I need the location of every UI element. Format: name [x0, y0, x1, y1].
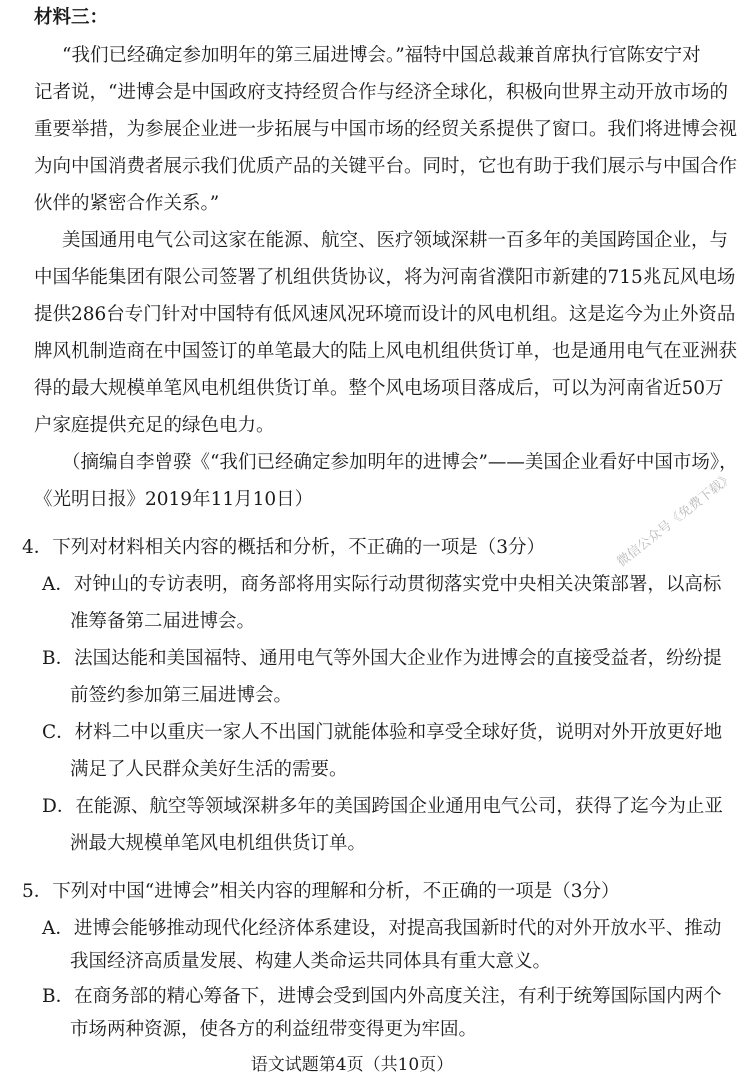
source-citation: 《光明日报》2019年11月10日） — [34, 489, 314, 510]
q5-option-b-cont: 市场两种资源，使各方的利益纽带变得更为牢固。 — [70, 1019, 478, 1040]
q4-option-b-cont: 前签约参加第三届进博会。 — [70, 685, 293, 706]
material-line: “我们已经确定参加明年的第三届进博会。”福特中国总裁兼首席执行官陈安宁对 — [62, 45, 701, 66]
watermark-text: 微信公众号《免费下载》 — [614, 470, 737, 570]
material-line: 记者说，“进博会是中国政府支持经贸合作与经济全球化，积极向世界主动开放市场的 — [34, 82, 728, 103]
q5-option-a-cont: 我国经济高质量发展、构建人类命运共同体具有重大意义。 — [70, 951, 552, 972]
q4-option-d-cont: 洲最大规模单笔风电机组供货订单。 — [70, 833, 367, 854]
q4-option-a-cont: 准筹备第二届进博会。 — [70, 611, 256, 632]
q4-option-c-cont: 满足了人民群众美好生活的需要。 — [70, 759, 348, 780]
source-citation: （摘编自李曾骙《“我们已经确定参加明年的进博会”——美国企业看好中国市场》， — [62, 452, 738, 473]
material-line: 重要举措，为参展企业进一步拓展与中国市场的经贸关系提供了窗口。我们将进博会视 — [34, 119, 738, 140]
material-line: 牌风机制造商在中国签订的单笔最大的陆上风电机组供货订单，也是通用电气在亚洲获 — [34, 341, 738, 362]
q5-option-b: B．在商务部的精心筹备下，进博会受到国内外高度关注，有利于统筹国际国内两个 — [42, 986, 722, 1007]
material-line: 户家庭提供充足的绿色电力。 — [34, 415, 275, 436]
question-5-stem: 5．下列对中国“进博会”相关内容的理解和分析，不正确的一项是（3分） — [22, 881, 620, 902]
material-line: 伙伴的紧密合作关系。” — [34, 193, 220, 214]
q4-option-b: B．法国达能和美国福特、通用电气等外国大企业作为进博会的直接受益者，纷纷提 — [42, 648, 722, 669]
material-line: 中国华能集团有限公司签署了机组供货协议，将为河南省濮阳市新建的715兆瓦风电场 — [34, 267, 736, 288]
material-heading: 材料三： — [34, 7, 109, 28]
material-line: 得的最大规模单笔风电机组供货订单。整个风电场项目落成后，可以为河南省近50万 — [34, 378, 724, 399]
q4-option-c: C．材料二中以重庆一家人不出国门就能体验和享受全球好货，说明对外开放更好地 — [42, 722, 723, 743]
question-4-stem: 4．下列对材料相关内容的概括和分析，不正确的一项是（3分） — [22, 537, 546, 558]
material-line: 为向中国消费者展示我们优质产品的关键平台。同时，它也有助于我们展示与中国合作 — [34, 156, 738, 177]
page-footer: 语文试题第4页（共10页） — [250, 1055, 454, 1075]
q4-option-a: A．对钟山的专访表明，商务部将用实际行动贯彻落实党中央相关决策部署，以高标 — [42, 574, 722, 595]
material-line: 美国通用电气公司这家在能源、航空、医疗领域深耕一百多年的美国跨国企业，与 — [62, 230, 729, 251]
material-line: 提供286台专门针对中国特有低风速风况环境而设计的风电机组。这是迄今为止外资品 — [34, 304, 736, 325]
q4-option-d: D．在能源、航空等领域深耕多年的美国跨国企业通用电气公司，获得了迄今为止亚 — [42, 796, 723, 817]
q5-option-a: A．进博会能够推动现代化经济体系建设，对提高我国新时代的对外开放水平、推动 — [42, 918, 722, 939]
